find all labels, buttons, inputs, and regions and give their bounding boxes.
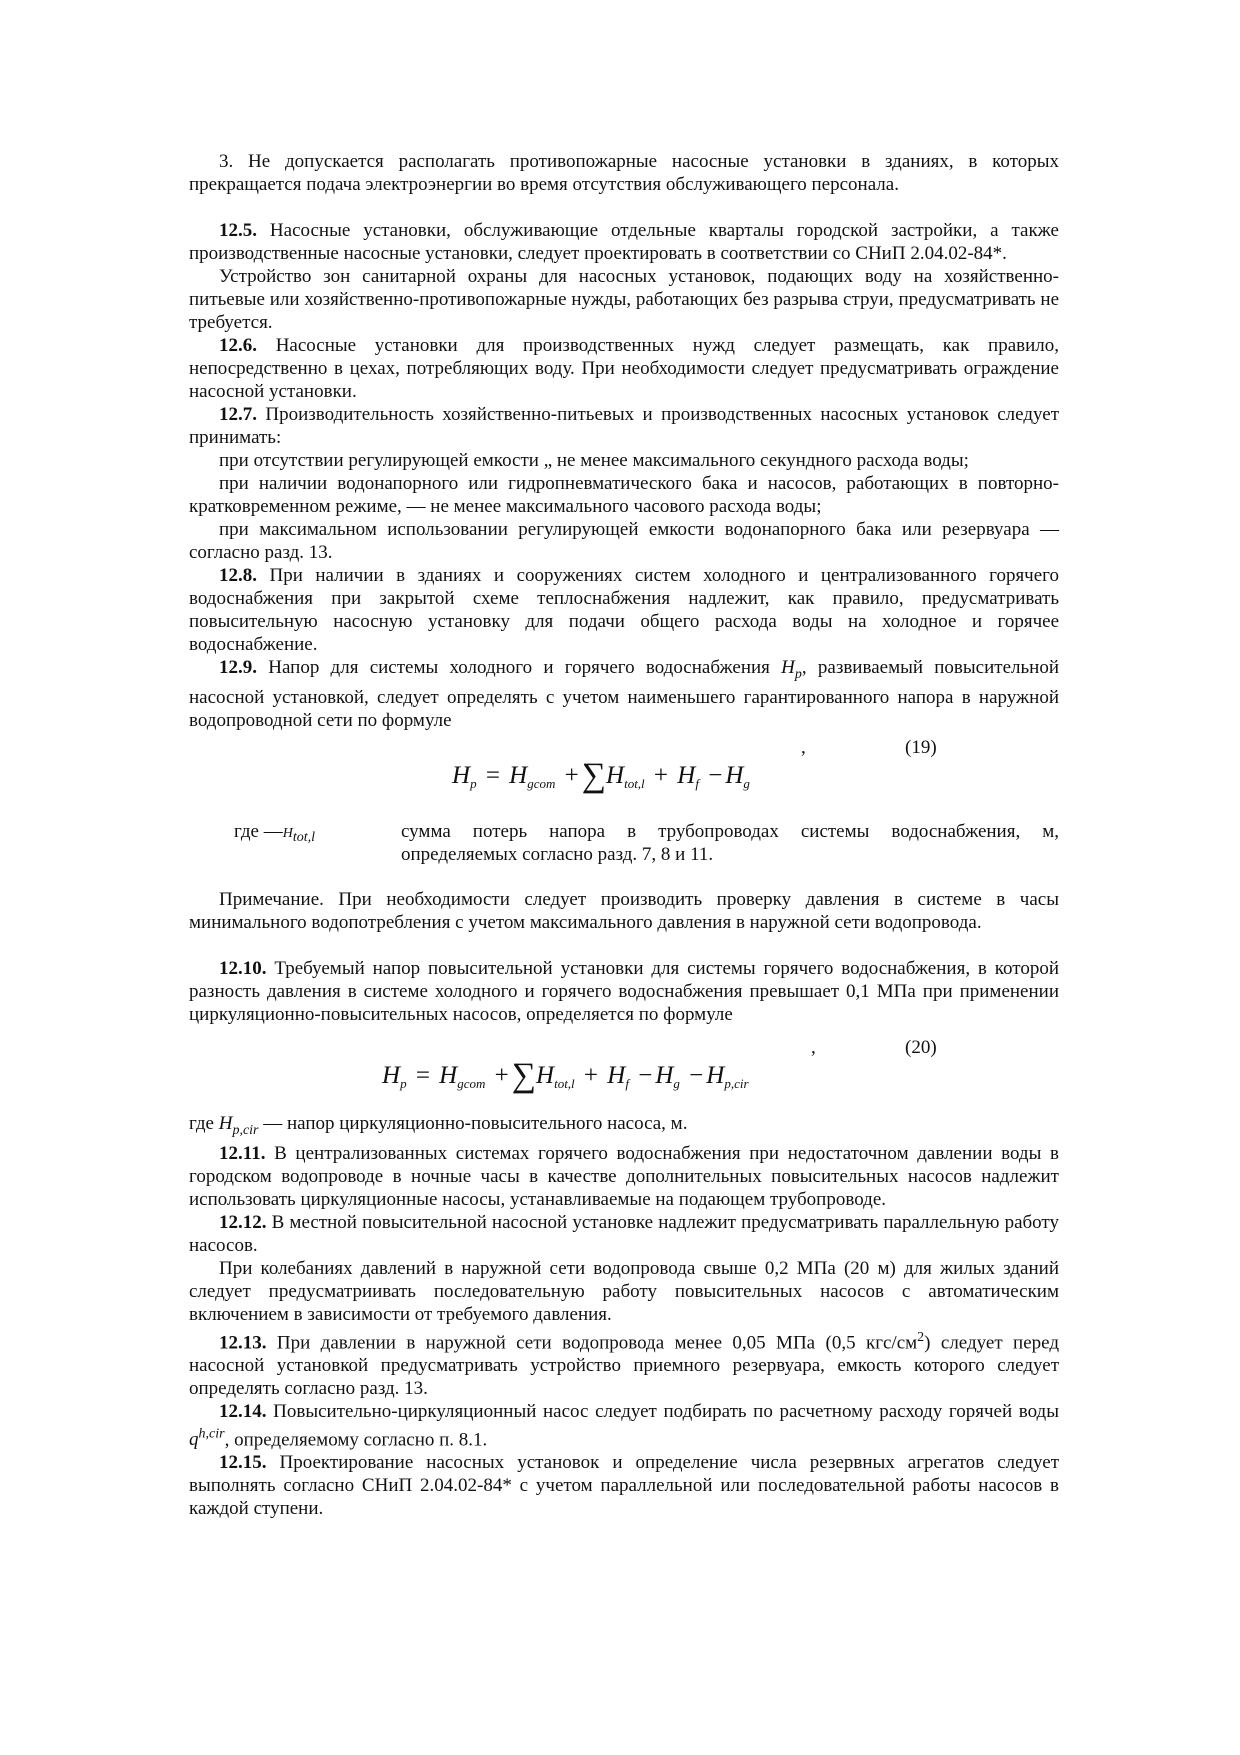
- section-12-5: [189, 219, 1059, 265]
- section-number: 12.15.: [219, 1452, 267, 1474]
- section-number: 12.10.: [219, 957, 267, 979]
- section-text: Насосные установки, обслуживающие отдельные кварталы городской застройки, а также производственные насосные установки, следует проектировать в соответствии со СНиП 2.04.02-84*.: [189, 220, 1059, 264]
- section-text-cont: , определяемому согласно п. 8.1.: [224, 1429, 488, 1451]
- section-text-cont: , развиваемый повысительной насосной установкой, следует определять с учетом наименьшего гарантированного напора в наружной водопроводной сети по формуле: [189, 657, 1059, 731]
- section-number: 12.7.: [219, 404, 257, 425]
- where-definition-htotl: [189, 820, 1059, 874]
- section-12-6: [189, 334, 1059, 403]
- paragraph-pressure-fluctuations: При колебаниях давлений в наружной сети водопровода свыше 0,2 МПа (20 м) для жилых зданий следует предусматриивать последовательную работу повысительных насосов с автоматическим включением в зависимости от требуемого давления.: [189, 1257, 1059, 1325]
- section-number: 12.9.: [219, 657, 257, 678]
- section-number: 12.5.: [219, 220, 257, 241]
- section-number: 12.11.: [219, 1142, 266, 1164]
- variable-hp: $H_p$: [781, 657, 802, 682]
- section-number: 12.6.: [219, 335, 257, 356]
- section-text: Производительность хозяйственно-питьевых и производственных насосных установок следует принимать:: [189, 404, 1059, 448]
- list-item-with-tank: при наличии водонапорного или гидропневматического бака и насосов, работающих в повторно-кратковременном режиме, — не менее максимального часового расхода воды;: [189, 473, 1059, 517]
- where-description: сумма потерь напора в трубопроводах системы водоснабжения, м, определяемых согласно разд. 7, 8 и 11.: [401, 820, 1059, 865]
- formula-19: $H_p = H_{gcom} +\sum H_{tot,l} + H_f - H_g$: [452, 756, 750, 794]
- variable-q: $q^{h,cir}$: [189, 1426, 225, 1451]
- section-12-8: [189, 564, 1059, 656]
- where-definition-hpcir: где $H_{p,cir}$ — напор циркуляционно-повысительного насоса, м.: [189, 1112, 688, 1138]
- section-12-14: [189, 1400, 1059, 1451]
- where-label: где $—H_{tot,l}$: [234, 820, 315, 845]
- section-number: 12.13.: [219, 1331, 267, 1353]
- document-body: [189, 150, 1059, 1520]
- note-paragraph: Примечание. При необходимости следует производить проверку давления в системе в часы минимального водопотребления с учетом максимального давления в наружной сети водопровода.: [189, 888, 1059, 933]
- list-item-max-storage: при максимальном использовании регулирующей емкости водонапорного бака или резервуара — согласно разд. 13.: [189, 519, 1059, 563]
- section-12-12: [189, 1211, 1059, 1257]
- section-text: Повысительно-циркуляционный насос следует подбирать по расчетному расходу горячей воды: [266, 1400, 1059, 1422]
- equation-number: (20): [905, 1036, 937, 1058]
- paragraph-3: 3. Не допускается располагать противопожарные насосные установки в зданиях, в которых прекращается подача электроэнергии во время отсутствия обслуживающего персонала.: [189, 151, 1059, 195]
- equation-number: (19): [905, 736, 937, 758]
- section-12-11: [189, 1142, 1059, 1211]
- section-text: В местной повысительной насосной установке надлежит предусматривать параллельную работу насосов.: [189, 1211, 1059, 1256]
- equation-20: [189, 1026, 1059, 1112]
- section-12-9: [189, 656, 1059, 732]
- equation-comma: ,: [811, 1036, 816, 1058]
- formula-20: $H_p = H_{gcom} +\sum H_{tot,l} + H_f - H_g - H_{p,cir}$: [382, 1056, 749, 1094]
- section-text: Напор для системы холодного и горячего водоснабжения: [257, 657, 782, 678]
- equation-comma: ,: [801, 736, 806, 758]
- section-text: Насосные установки для производственных нужд следует размещать, как правило, непосредственно в цехах, потребляющих воду. При необходимости следует предусматривать ограждение насосной установки.: [189, 335, 1059, 402]
- section-12-15: [189, 1451, 1059, 1520]
- section-text: Проектирование насосных установок и определение числа резервных агрегатов следует выполнять согласно СНиП 2.04.02-84* с учетом параллельной или последовательной работы насосов в каждой ступени.: [189, 1452, 1059, 1520]
- section-text: В централизованных системах горячего водоснабжения при недостаточном давлении воды в городском водопроводе в ночные часы в качестве дополнительных повысительных насосов надлежит использовать циркуляционные насосы, устанавливаемые на подающем трубопроводе.: [189, 1142, 1059, 1210]
- section-text-cont: ) следует перед насосной установкой предусматривать устройство приемного резервуара, емкость которого следует определять согласно разд. 13.: [189, 1331, 1059, 1399]
- section-12-7: [189, 403, 1059, 449]
- paragraph-sanitary-zones: Устройство зон санитарной охраны для насосных установок, подающих воду на хозяйственно-питьевые или хозяйственно-противопожарные нужды, работающих без разрыва струи, предусматривать не требуется.: [189, 266, 1059, 333]
- list-item-no-storage: при отсутствии регулирующей емкости „ не менее максимального секундного расхода воды;: [219, 450, 969, 471]
- section-text: При давлении в наружной сети водопровода менее 0,05 МПа (0,5 кгс/см: [266, 1331, 918, 1353]
- section-number: 12.12.: [219, 1211, 267, 1233]
- section-text: При наличии в зданиях и сооружениях систем холодного и централизованного горячего водоснабжения при закрытой схеме теплоснабжения надлежит, как правило, предусматривать повысительную насосную установку для подачи общего расхода воды на холодное и горячее водоснабжение.: [189, 565, 1059, 655]
- section-number: 12.8.: [219, 565, 257, 586]
- section-12-10: [189, 957, 1059, 1026]
- section-12-13: 12.13. При давлении в наружной сети водопровода менее 0,05 МПа (0,5 кгс/$см^2$) следует перед насосной установкой предусматривать устройство приемного резервуара, емкость которого следует определять согласно разд. 13.: [189, 1329, 1059, 1399]
- equation-19: [189, 732, 1059, 810]
- section-number: 12.14.: [219, 1400, 267, 1422]
- section-text: Требуемый напор повысительной установки для системы горячего водоснабжения, в которой разность давления в системе холодного и горячего водоснабжения превышает 0,1 МПа при применении циркуляционно-повысительных насосов, определяется по формуле: [189, 957, 1059, 1025]
